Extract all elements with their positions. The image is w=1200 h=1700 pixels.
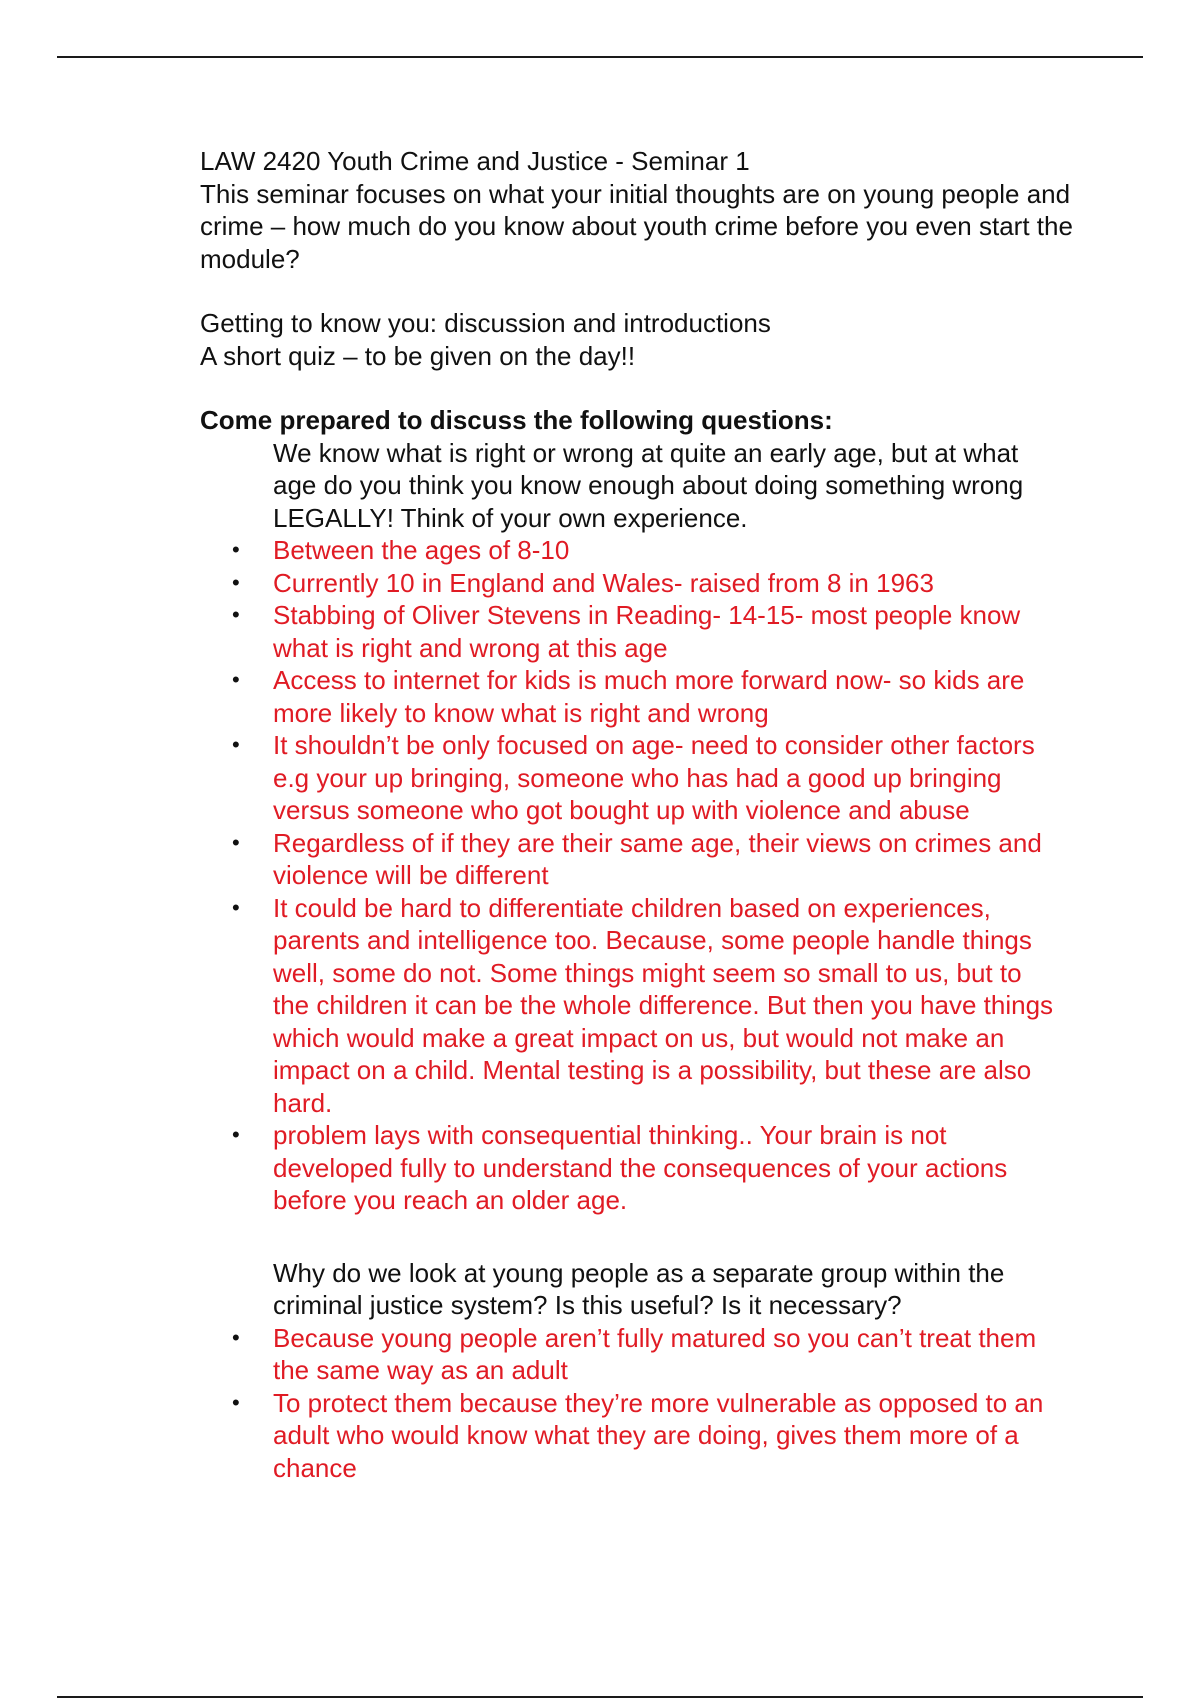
bullet-icon: •: [232, 829, 240, 855]
answer-text: Between the ages of 8-10: [273, 535, 570, 565]
bullet-icon: •: [232, 1324, 240, 1350]
bullet-icon: •: [232, 667, 240, 692]
answer-text: Because young people aren’t fully matured so you can’t treat them the same way as an adult: [273, 1322, 1037, 1385]
answer-text: It shouldn’t be only focused on age- need to consider other factors e.g your up bringing, someone who has had a good up bringing versus someone who got bought up with violence and abuse: [273, 730, 1035, 825]
question-1: We know what is right or wrong at quite an early age, but at what age do you think you know enough about doing something wrong LEGALLY! Think of your own experience.: [273, 437, 1024, 533]
spacer: [200, 1217, 1080, 1257]
question-1-answers: [200, 534, 1080, 1217]
bullet-icon: •: [232, 732, 240, 757]
bullet-icon: •: [232, 1389, 240, 1415]
bullet-icon: •: [232, 894, 240, 920]
answer-text: It could be hard to differentiate children based on experiences, parents and intelligence too. Because, some people handle things well, some do not. Some things might seem so small to us, but to the children it can be the whole difference. But then you have things which would make a great impact on us, but would not make an impact on a child. Mental testing is a possibility, but these are also hard.: [273, 892, 1054, 1118]
intro-paragraph: This seminar focuses on what your initial thoughts are on young people and crime – how much do you know about youth crime before you even start the module?: [200, 178, 1073, 274]
answer-text: To protect them because they’re more vulnerable as opposed to an adult who would know what they are doing, gives them more of a chance: [273, 1387, 1044, 1483]
answer-text: Currently 10 in England and Wales- raised from 8 in 1963: [273, 567, 934, 598]
answer-item: [200, 827, 1063, 892]
bullet-icon: •: [232, 1122, 240, 1147]
answer-text: Stabbing of Oliver Stevens in Reading- 14-15- most people know what is right and wrong at this age: [273, 600, 1021, 663]
activity-discussion: Getting to know you: discussion and introductions: [200, 308, 771, 338]
answer-text: problem lays with consequential thinking.. Your brain is not developed fully to understand the consequences of your actions before you reach an older age.: [273, 1120, 1008, 1215]
spacer: [200, 372, 1080, 404]
answer-item: [200, 1119, 1063, 1217]
answer-item: [200, 892, 1063, 1120]
answer-item: [200, 1387, 1063, 1485]
bullet-icon: •: [232, 537, 240, 562]
answer-text: Access to internet for kids is much more forward now- so kids are more likely to know what is right and wrong: [273, 665, 1025, 728]
top-rule: [57, 56, 1143, 58]
answer-text: Regardless of if they are their same age, their views on crimes and violence will be different: [273, 827, 1042, 890]
document-title: LAW 2420 Youth Crime and Justice - Seminar 1: [200, 146, 750, 176]
question-2: Why do we look at young people as a separate group within the criminal justice system? Is this useful? Is it necessary?: [273, 1257, 1005, 1320]
bullet-icon: •: [232, 569, 240, 595]
discussion-heading: Come prepared to discuss the following questions:: [200, 405, 833, 435]
activity-quiz: A short quiz – to be given on the day!!: [200, 340, 636, 371]
answer-item: [200, 599, 1063, 664]
answer-item: [200, 1322, 1063, 1387]
question-2-answers: [200, 1322, 1080, 1485]
answer-item: [200, 664, 1063, 729]
answer-item: [200, 729, 1063, 827]
bullet-icon: •: [232, 602, 240, 627]
answer-item: [200, 567, 1063, 600]
document-page: [200, 145, 1080, 1484]
answer-item: [200, 534, 1063, 567]
bottom-rule: [57, 1696, 1143, 1698]
spacer: [200, 275, 1080, 307]
